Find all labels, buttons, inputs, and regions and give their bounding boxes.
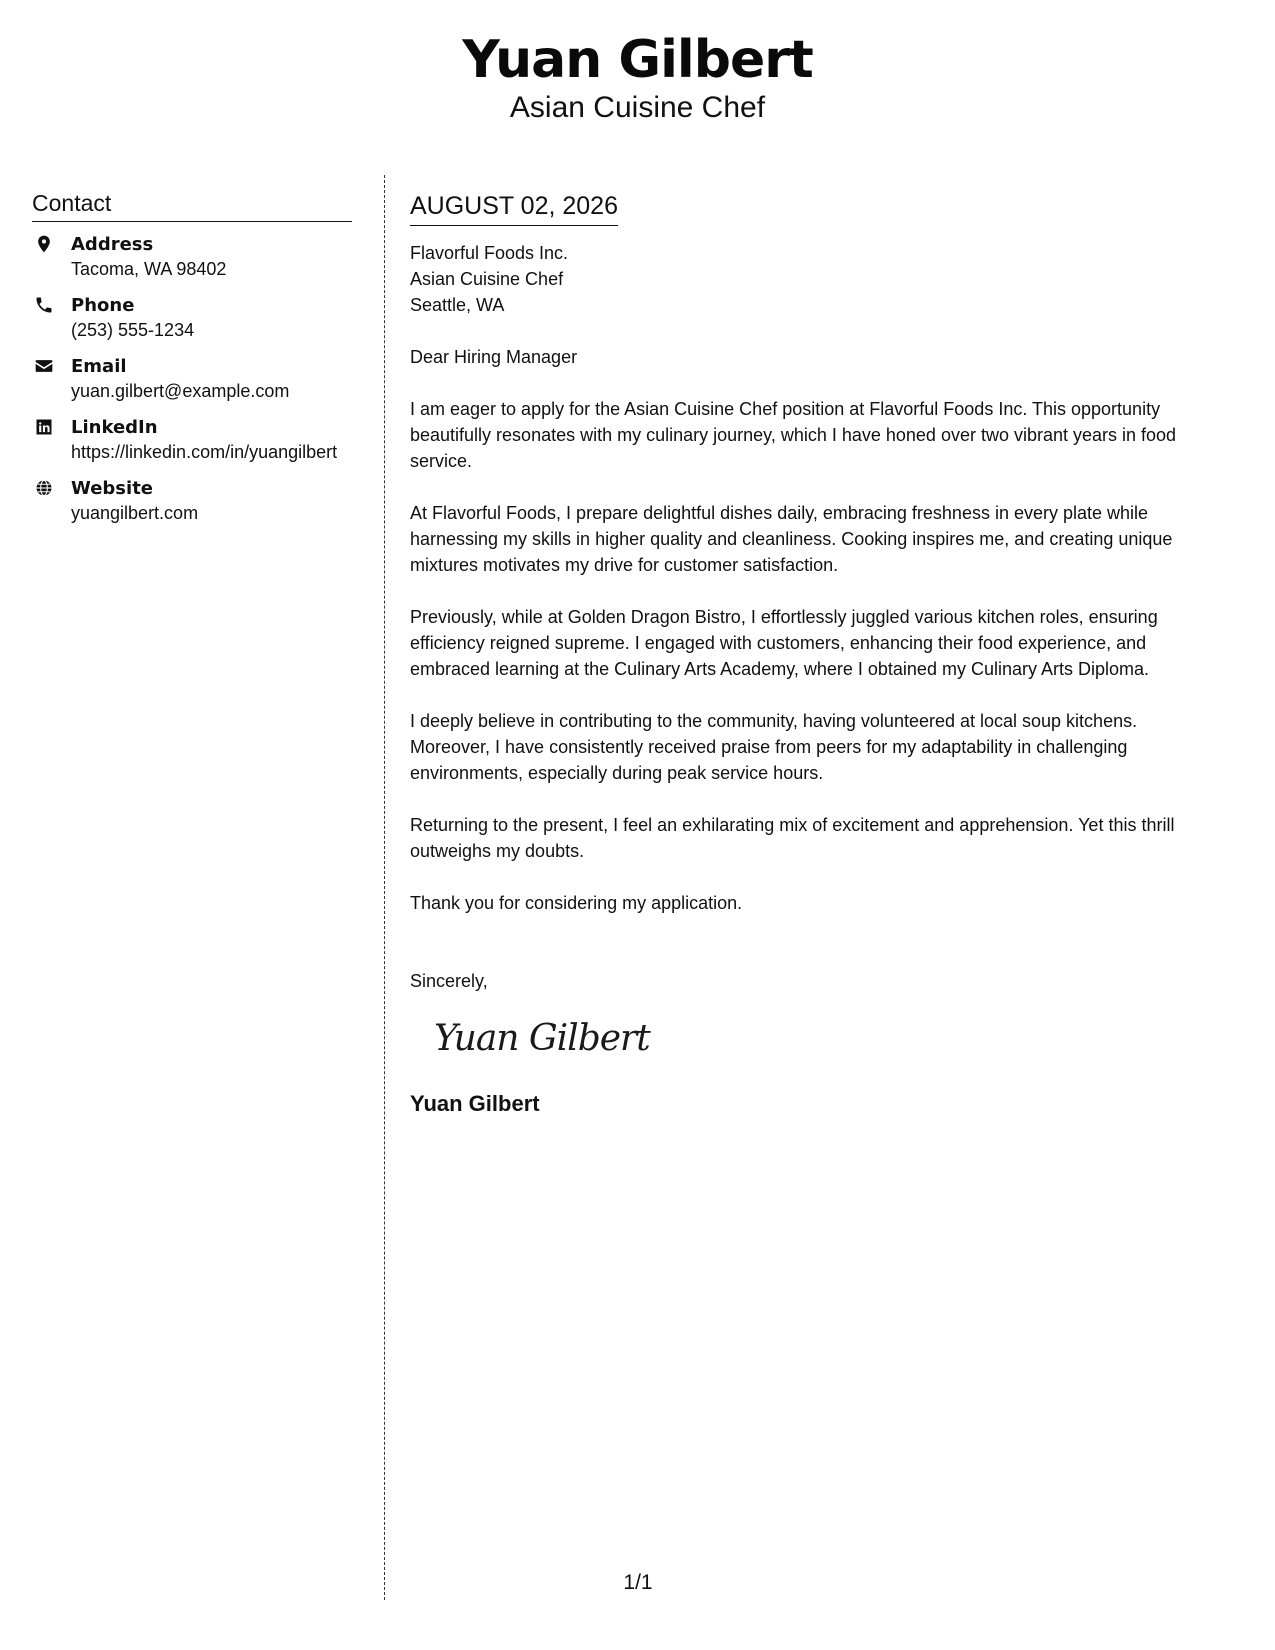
contact-list [32,232,352,526]
cover-letter [410,190,1220,1118]
contact-item-phone [32,293,352,343]
recipient-block [410,240,1220,318]
body-paragraph: At Flavorful Foods, I prepare delightful dishes daily, embracing freshness in every plate while harnessing my skills in higher quality and cleanliness. Cooking inspires me, and creating unique mixtures motivates my drive for customer satisfaction. [410,503,1173,575]
contact-label-address: Address [71,234,154,255]
contact-label-email: Email [71,356,127,377]
closing: Sincerely, [410,971,488,991]
contact-value-address: Tacoma, WA 98402 [71,259,227,279]
resume-header [0,30,1275,126]
salutation: Dear Hiring Manager [410,347,578,367]
handwritten-signature: Yuan Gilbert [434,1018,650,1059]
recipient-position: Asian Cuisine Chef [410,269,564,289]
body-paragraph: Returning to the present, I feel an exhilarating mix of excitement and apprehension. Yet this thrill outweighs my doubts. [410,815,1175,861]
body-paragraph: Previously, while at Golden Dragon Bistro, I effortlessly juggled various kitchen roles, ensuring efficiency reigned supreme. I engaged with customers, enhancing their food experience, and embraced learning at the Culinary Arts Academy, where I obtained my Culinary Arts Diploma. [410,607,1158,679]
page-number: 1/1 [623,1571,653,1594]
contact-value-website[interactable]: yuangilbert.com [71,503,199,523]
map-pin-icon [34,234,54,254]
applicant-role: Asian Cuisine Chef [509,91,766,124]
contact-value-email[interactable]: yuan.gilbert@example.com [71,381,290,401]
contact-label-phone: Phone [71,295,135,316]
email-icon [34,356,54,376]
body-paragraph: I deeply believe in contributing to the community, having volunteered at local soup kitchens. Moreover, I have consistently received praise from peers for my adaptability in challenging environments, especially during peak service hours. [410,711,1138,783]
contact-value-linkedin[interactable]: https://linkedin.com/in/yuangilbert [71,442,338,462]
signer-name: Yuan Gilbert [410,1091,540,1116]
body-paragraph: I am eager to apply for the Asian Cuisine Chef position at Flavorful Foods Inc. This opportunity beautifully resonates with my culinary journey, which I have honed over two vibrant years in food service. [410,399,1177,471]
contact-item-email [32,354,352,404]
contact-item-address [32,232,352,282]
contact-item-website [32,476,352,526]
contact-value-phone: (253) 555-1234 [71,320,195,340]
body-paragraph: Thank you for considering my application. [410,893,743,913]
applicant-name: Yuan Gilbert [462,30,813,90]
contact-section-title: Contact [32,188,352,222]
contact-sidebar [32,188,352,537]
recipient-location: Seattle, WA [410,295,505,315]
phone-icon [34,295,54,315]
column-divider [384,175,385,1600]
globe-icon [34,478,54,498]
contact-item-linkedin [32,415,352,465]
letter-date: AUGUST 02, 2026 [410,190,618,226]
contact-label-website: Website [71,478,154,499]
linkedin-icon [34,417,54,437]
contact-label-linkedin: LinkedIn [71,417,158,438]
recipient-company: Flavorful Foods Inc. [410,243,569,263]
